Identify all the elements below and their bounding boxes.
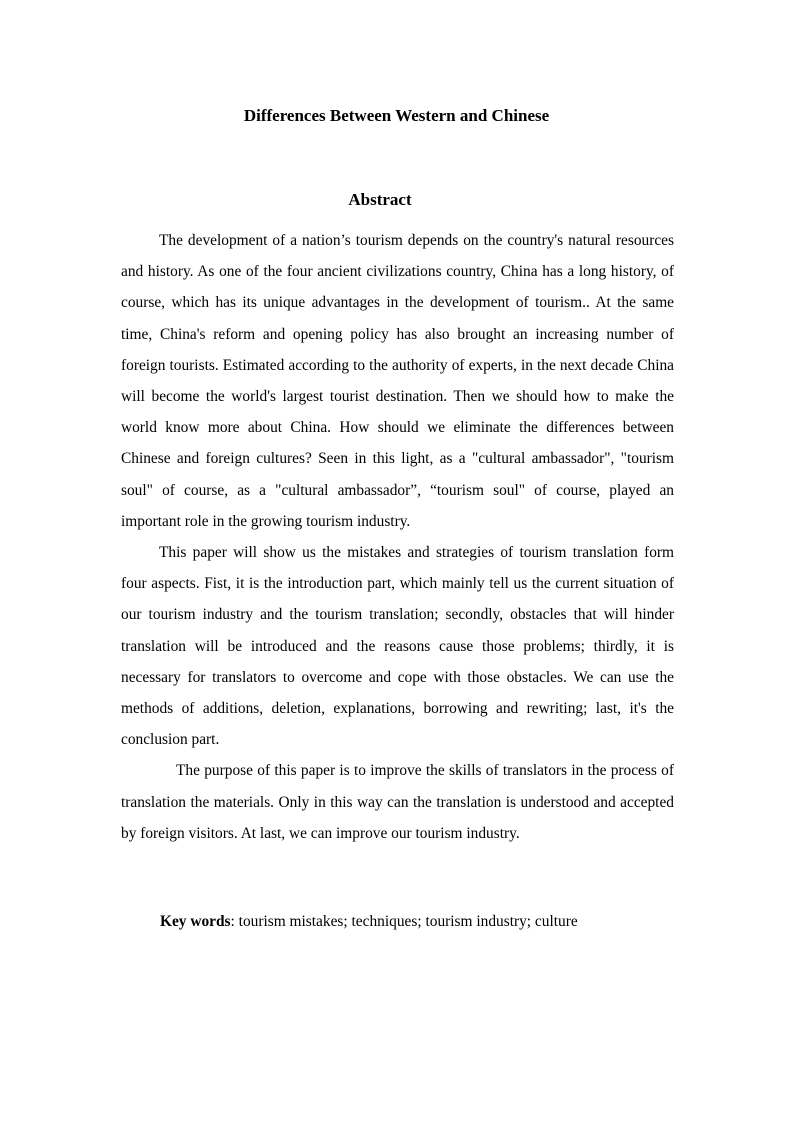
keywords-line	[160, 910, 680, 934]
abstract-heading: Abstract	[348, 190, 412, 209]
keywords-text: : tourism mistakes; techniques; tourism industry; culture	[230, 913, 578, 930]
abstract-body	[121, 225, 674, 849]
abstract-paragraph-2: This paper will show us the mistakes and strategies of tourism translation form four aspects. Fist, it is the introduction part, which mainly tell us the current situation of our tourism industry and the tourism translation; secondly, obstacles that will hinder translation will be introduced and the reasons cause those problems; thirdly, it is necessary for translators to overcome and cope with those obstacles. We can use the methods of additions, deletion, explanations, borrowing and rewriting; last, it's the conclusion part.	[121, 544, 674, 749]
keywords-label: Key words	[160, 913, 231, 930]
abstract-paragraph-3: The purpose of this paper is to improve the skills of translators in the process of translation the materials. Only in this way can the translation is understood and accepted by foreign visitors. At last, we can improve our tourism industry.	[121, 762, 674, 842]
abstract-paragraph-1: The development of a nation’s tourism depends on the country's natural resources and history. As one of the four ancient civilizations country, China has a long history, of course, which has its unique advantages in the development of tourism.. At the same time, China's reform and opening policy has also brought an increasing number of foreign tourists. Estimated according to the authority of experts, in the next decade China will become the world's largest tourist destination. Then we should how to make the world know more about China. How should we eliminate the differences between Chinese and foreign cultures? Seen in this light, as a "cultural ambassador", "tourism soul" of course, as a "cultural ambassador”, “tourism soul" of course, played an important role in the growing tourism industry.	[121, 232, 674, 530]
document-title: Differences Between Western and Chinese	[243, 106, 550, 125]
